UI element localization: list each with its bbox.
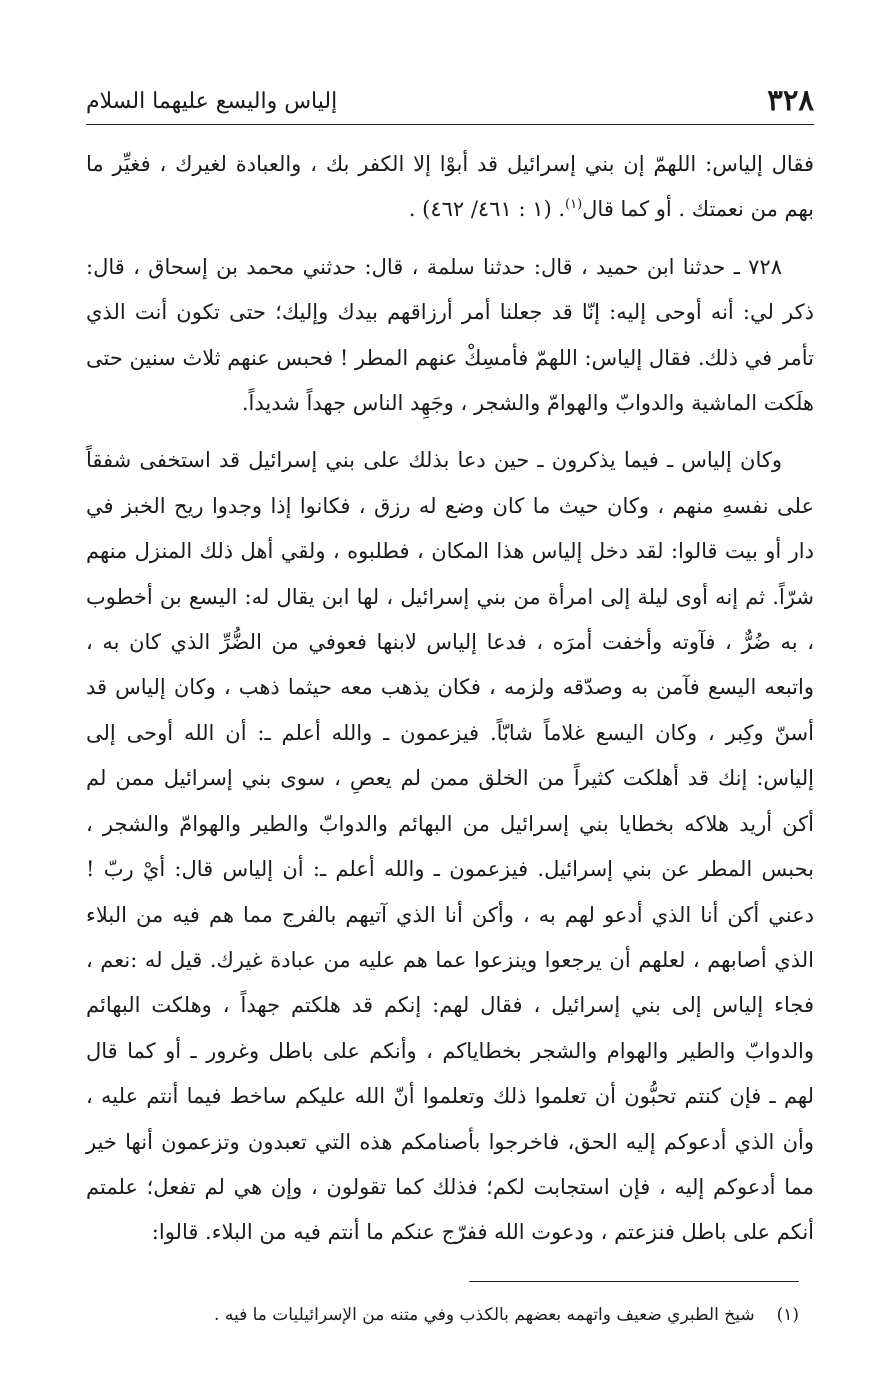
paragraph-text: فقال إلياس: اللهمّ إن بني إسرائيل قد أبوْا إلا الكفر بك ، والعبادة لغيرك ، فغيِّر ما بهم من نعمتك . أو كما قال — [86, 152, 814, 222]
paragraph — [86, 142, 814, 233]
paragraph-citation: . (١ : ٤٦١/ ٤٦٢) . — [408, 197, 566, 222]
footnote-text: شيخ الطبري ضعيف واتهمه بعضهم بالكذب وفي متنه من الإسرائيليات ما فيه . — [214, 1305, 755, 1325]
running-header — [86, 80, 814, 125]
footnote-reference[interactable]: (١) — [565, 197, 583, 213]
footnote-marker: (١) — [776, 1305, 799, 1325]
main-text — [86, 142, 814, 1256]
paragraph: ٧٢٨ ـ حدثنا ابن حميد ، قال: حدثنا سلمة ، قال: حدثني محمد بن إسحاق ، قال: ذكر لي: أنه أوحى إليه: إنّا قد جعلنا أمر أرزاقهم بيدك وإليك؛ حتى تكون أنت الذي تأمر في ذلك. فقال إلياس: اللهمّ فأمسِكْ عنهم المطر ! فحبس عنهم ثلاث سنين حتى هلَكت الماشية والدوابّ والهوامّ والشجر ، وجَهِد الناس جهداً شديداً. — [86, 254, 814, 416]
paragraph: وكان إلياس ـ فيما يذكرون ـ حين دعا بذلك على بني إسرائيل قد استخفى شفقاً على نفسهِ منهم ، وكان حيث ما كان وضع له رزق ، فكانوا إذا وجدوا ريح الخبز في دار أو بيت قالوا: لقد دخل إلياس هذا المكان ، فطلبوه ، ولقي أهل ذلك المنزل منهم شرّاً. ثم إنه أوى ليلة إلى امرأة من بني إسرائيل ، لها ابن يقال له: اليسع بن أخطوب ، به ضُرٌّ ، فآوته وأخفت أمرَه ، فدعا إلياس لابنها فعوفي من الضُّرِّ الذي كان به ، واتبعه اليسع فآمن به وصدّقه ولزمه ، فكان يذهب معه حيثما ذهب ، وكان إلياس قد أسنّ وكِبر ، وكان اليسع غلاماً شابّاً. فيزعمون ـ والله أعلم ـ: أن الله أوحى إلى إلياس: إنك قد أهلكت كثيراً من الخلق ممن لم يعصِ ، سوى بني إسرائيل ممن لم أكن أريد هلاكه بخطايا بني إسرائيل من البهائم والدوابّ والطير والهوامّ والشجر ، بحبس المطر عن بني إسرائيل. فيزعمون ـ والله أعلم ـ: أن إلياس قال: أيْ ربّ ! دعني أكن أنا الذي أدعو لهم به ، وأكن أنا الذي آتيهم بالفرج مما هم فيه من البلاء الذي أصابهم ، لعلهم أن يرجعوا وينزعوا عما هم عليه من عبادة غيرك. قيل له :نعم ، فجاء إلياس إلى بني إسرائيل ، فقال لهم: إنكم قد هلكتم جهداً ، وهلكت البهائم والدوابّ والطير والهوام والشجر بخطاياكم ، وأنكم على باطل وغرور ـ أو كما قال لهم ـ فإن كنتم تحبُّون أن تعلموا ذلك وتعلموا أنّ الله عليكم ساخط فيما أنتم عليه ، وأن الذي أدعوكم إليه الحق، فاخرجوا بأصنامكم هذه التي تعبدون وتزعمون أنها خير مما أدعوكم إليه ، فإن استجابت لكم؛ فذلك كما تقولون ، وإن هي لم تفعل؛ علمتم أنكم على باطل فنزعتم ، ودعوت الله ففرّج عنكم ما أنتم فيه من البلاء. قالوا: — [86, 448, 814, 1245]
page-number: ٣٢٨ — [767, 83, 814, 117]
footnote-separator — [469, 1281, 799, 1282]
footnote — [71, 1300, 799, 1330]
chapter-title: إلياس واليسع عليهما السلام — [86, 89, 338, 114]
